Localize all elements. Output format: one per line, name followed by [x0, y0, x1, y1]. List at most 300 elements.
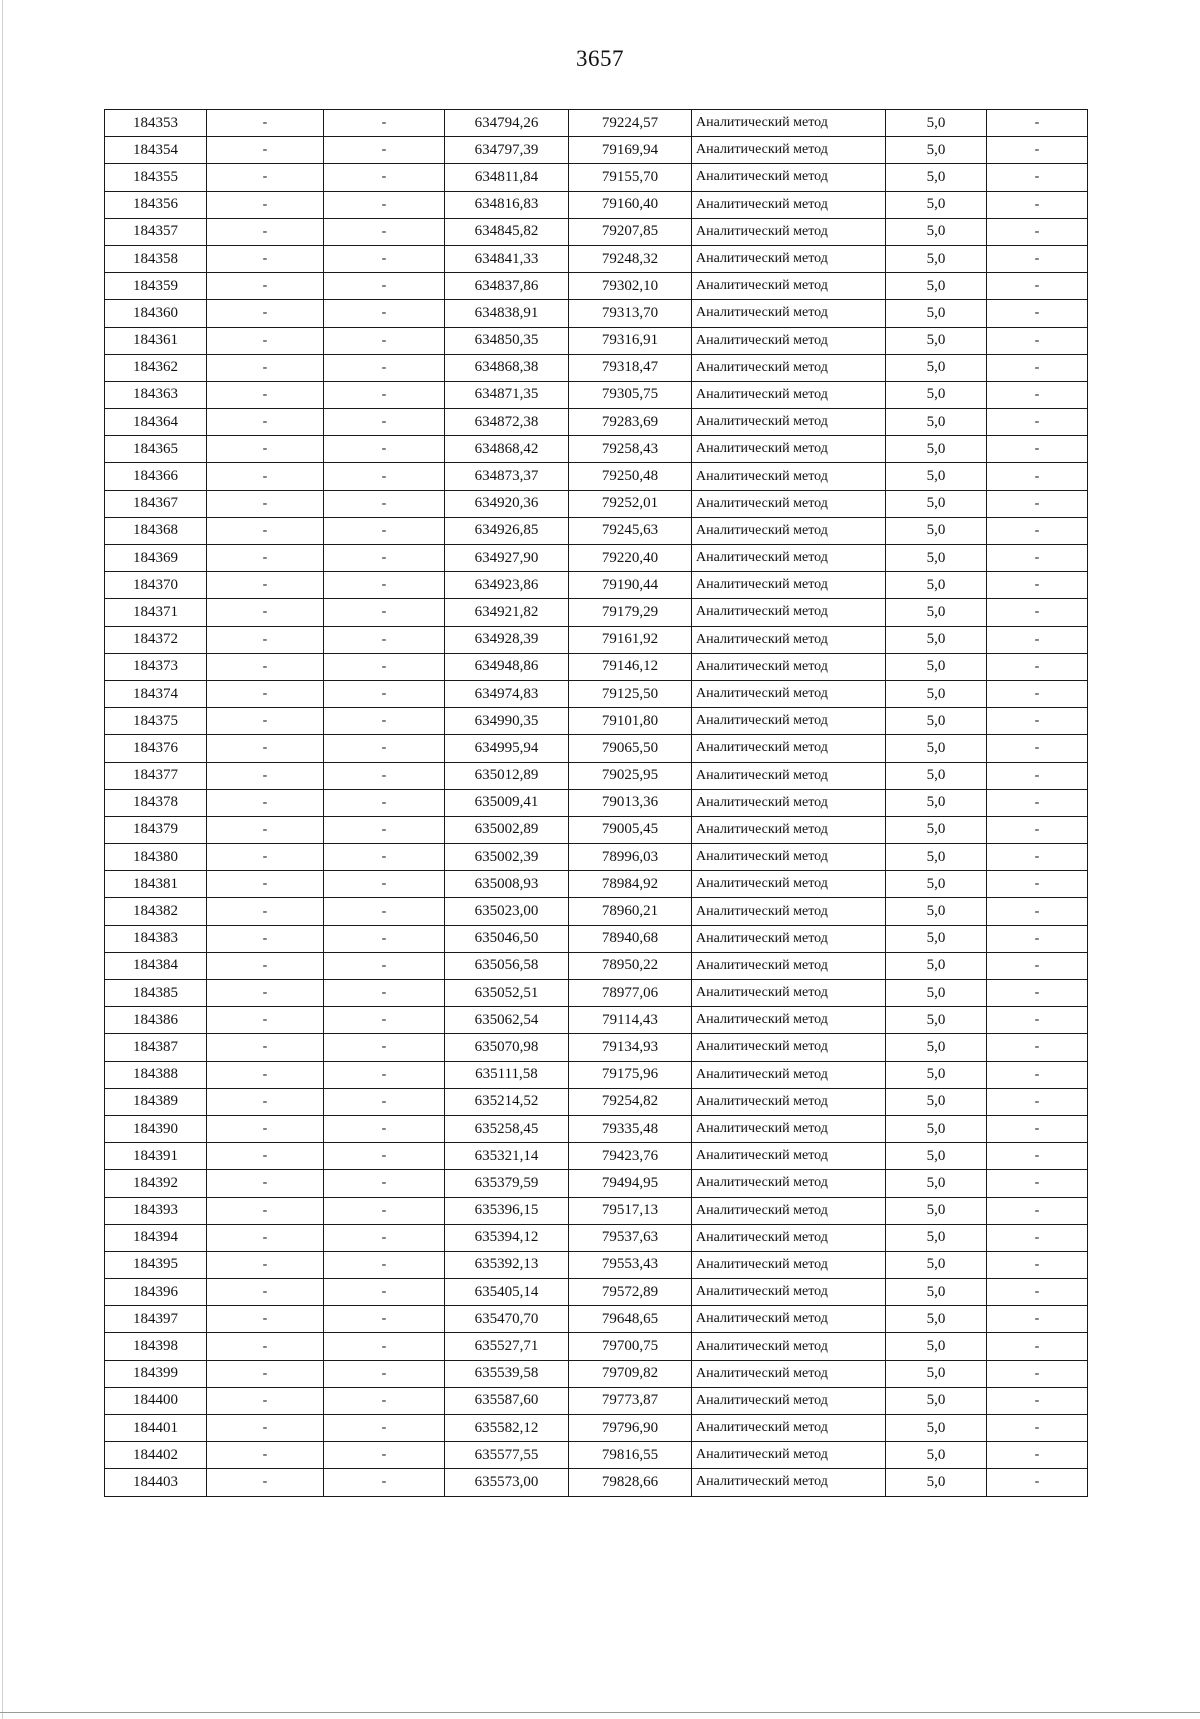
empty-x-cell: - — [207, 1279, 324, 1306]
empty-y-cell: - — [324, 952, 445, 979]
empty-y-cell: - — [324, 1469, 445, 1496]
method-cell: Аналитический метод — [692, 1251, 886, 1278]
point-number-cell: 184363 — [105, 381, 207, 408]
method-cell: Аналитический метод — [692, 245, 886, 272]
y-coordinate-cell: 79220,40 — [569, 545, 692, 572]
empty-x-cell: - — [207, 653, 324, 680]
point-number-cell: 184356 — [105, 191, 207, 218]
accuracy-cell: 5,0 — [886, 1034, 987, 1061]
table-row — [105, 1279, 1088, 1306]
description-cell: - — [987, 1197, 1088, 1224]
y-coordinate-cell: 79101,80 — [569, 708, 692, 735]
table-row — [105, 844, 1088, 871]
description-cell: - — [987, 1115, 1088, 1142]
point-number-cell: 184385 — [105, 980, 207, 1007]
empty-y-cell: - — [324, 137, 445, 164]
table-row — [105, 952, 1088, 979]
description-cell: - — [987, 1469, 1088, 1496]
method-cell: Аналитический метод — [692, 599, 886, 626]
point-number-cell: 184401 — [105, 1415, 207, 1442]
accuracy-cell: 5,0 — [886, 517, 987, 544]
point-number-cell: 184371 — [105, 599, 207, 626]
x-coordinate-cell: 634838,91 — [445, 300, 569, 327]
description-cell: - — [987, 572, 1088, 599]
method-cell: Аналитический метод — [692, 1115, 886, 1142]
x-coordinate-cell: 635008,93 — [445, 871, 569, 898]
table-row — [105, 164, 1088, 191]
empty-y-cell: - — [324, 1061, 445, 1088]
point-number-cell: 184388 — [105, 1061, 207, 1088]
table-row — [105, 1088, 1088, 1115]
accuracy-cell: 5,0 — [886, 1007, 987, 1034]
accuracy-cell: 5,0 — [886, 708, 987, 735]
table-row — [105, 1333, 1088, 1360]
y-coordinate-cell: 79709,82 — [569, 1360, 692, 1387]
y-coordinate-cell: 79302,10 — [569, 273, 692, 300]
empty-y-cell: - — [324, 599, 445, 626]
x-coordinate-cell: 634837,86 — [445, 273, 569, 300]
empty-y-cell: - — [324, 1007, 445, 1034]
description-cell: - — [987, 1251, 1088, 1278]
point-number-cell: 184397 — [105, 1306, 207, 1333]
x-coordinate-cell: 634990,35 — [445, 708, 569, 735]
y-coordinate-cell: 79572,89 — [569, 1279, 692, 1306]
empty-y-cell: - — [324, 381, 445, 408]
method-cell: Аналитический метод — [692, 1143, 886, 1170]
x-coordinate-cell: 634928,39 — [445, 626, 569, 653]
empty-x-cell: - — [207, 1197, 324, 1224]
x-coordinate-cell: 635539,58 — [445, 1360, 569, 1387]
point-number-cell: 184395 — [105, 1251, 207, 1278]
method-cell: Аналитический метод — [692, 1333, 886, 1360]
empty-y-cell: - — [324, 1170, 445, 1197]
empty-y-cell: - — [324, 409, 445, 436]
method-cell: Аналитический метод — [692, 1442, 886, 1469]
method-cell: Аналитический метод — [692, 871, 886, 898]
method-cell: Аналитический метод — [692, 680, 886, 707]
empty-y-cell: - — [324, 218, 445, 245]
empty-x-cell: - — [207, 1143, 324, 1170]
y-coordinate-cell: 79773,87 — [569, 1387, 692, 1414]
empty-y-cell: - — [324, 273, 445, 300]
point-number-cell: 184392 — [105, 1170, 207, 1197]
table-row — [105, 1442, 1088, 1469]
y-coordinate-cell: 79283,69 — [569, 409, 692, 436]
point-number-cell: 184366 — [105, 463, 207, 490]
description-cell: - — [987, 110, 1088, 137]
empty-y-cell: - — [324, 1333, 445, 1360]
y-coordinate-cell: 78940,68 — [569, 925, 692, 952]
x-coordinate-cell: 635009,41 — [445, 789, 569, 816]
empty-x-cell: - — [207, 381, 324, 408]
x-coordinate-cell: 635582,12 — [445, 1415, 569, 1442]
y-coordinate-cell: 79517,13 — [569, 1197, 692, 1224]
table-row — [105, 354, 1088, 381]
y-coordinate-cell: 79316,91 — [569, 327, 692, 354]
point-number-cell: 184355 — [105, 164, 207, 191]
description-cell: - — [987, 354, 1088, 381]
empty-y-cell: - — [324, 300, 445, 327]
point-number-cell: 184400 — [105, 1387, 207, 1414]
x-coordinate-cell: 635056,58 — [445, 952, 569, 979]
method-cell: Аналитический метод — [692, 1387, 886, 1414]
y-coordinate-cell: 78960,21 — [569, 898, 692, 925]
x-coordinate-cell: 634841,33 — [445, 245, 569, 272]
table-row — [105, 1170, 1088, 1197]
empty-y-cell: - — [324, 1115, 445, 1142]
point-number-cell: 184380 — [105, 844, 207, 871]
table-row — [105, 1387, 1088, 1414]
accuracy-cell: 5,0 — [886, 191, 987, 218]
y-coordinate-cell: 79254,82 — [569, 1088, 692, 1115]
accuracy-cell: 5,0 — [886, 762, 987, 789]
empty-x-cell: - — [207, 1115, 324, 1142]
method-cell: Аналитический метод — [692, 137, 886, 164]
y-coordinate-cell: 79245,63 — [569, 517, 692, 544]
page-number: 3657 — [576, 46, 624, 71]
empty-y-cell: - — [324, 980, 445, 1007]
y-coordinate-cell: 79207,85 — [569, 218, 692, 245]
method-cell: Аналитический метод — [692, 708, 886, 735]
empty-x-cell: - — [207, 191, 324, 218]
method-cell: Аналитический метод — [692, 980, 886, 1007]
description-cell: - — [987, 1034, 1088, 1061]
point-number-cell: 184374 — [105, 680, 207, 707]
empty-x-cell: - — [207, 1088, 324, 1115]
empty-x-cell: - — [207, 1224, 324, 1251]
table-row — [105, 1143, 1088, 1170]
point-number-cell: 184357 — [105, 218, 207, 245]
y-coordinate-cell: 78950,22 — [569, 952, 692, 979]
method-cell: Аналитический метод — [692, 1061, 886, 1088]
y-coordinate-cell: 79423,76 — [569, 1143, 692, 1170]
x-coordinate-cell: 634927,90 — [445, 545, 569, 572]
description-cell: - — [987, 490, 1088, 517]
description-cell: - — [987, 137, 1088, 164]
table-row — [105, 789, 1088, 816]
y-coordinate-cell: 79700,75 — [569, 1333, 692, 1360]
accuracy-cell: 5,0 — [886, 1088, 987, 1115]
method-cell: Аналитический метод — [692, 300, 886, 327]
description-cell: - — [987, 545, 1088, 572]
method-cell: Аналитический метод — [692, 1279, 886, 1306]
empty-x-cell: - — [207, 1387, 324, 1414]
method-cell: Аналитический метод — [692, 218, 886, 245]
point-number-cell: 184373 — [105, 653, 207, 680]
y-coordinate-cell: 79013,36 — [569, 789, 692, 816]
accuracy-cell: 5,0 — [886, 245, 987, 272]
description-cell: - — [987, 871, 1088, 898]
x-coordinate-cell: 634872,38 — [445, 409, 569, 436]
empty-x-cell: - — [207, 762, 324, 789]
x-coordinate-cell: 635379,59 — [445, 1170, 569, 1197]
empty-x-cell: - — [207, 789, 324, 816]
x-coordinate-cell: 634811,84 — [445, 164, 569, 191]
empty-x-cell: - — [207, 273, 324, 300]
empty-x-cell: - — [207, 735, 324, 762]
empty-x-cell: - — [207, 708, 324, 735]
description-cell: - — [987, 1088, 1088, 1115]
y-coordinate-cell: 79179,29 — [569, 599, 692, 626]
y-coordinate-cell: 79125,50 — [569, 680, 692, 707]
method-cell: Аналитический метод — [692, 517, 886, 544]
table-row — [105, 1034, 1088, 1061]
method-cell: Аналитический метод — [692, 164, 886, 191]
empty-x-cell: - — [207, 816, 324, 843]
table-row — [105, 708, 1088, 735]
x-coordinate-cell: 634871,35 — [445, 381, 569, 408]
table-row — [105, 545, 1088, 572]
y-coordinate-cell: 79252,01 — [569, 490, 692, 517]
description-cell: - — [987, 1333, 1088, 1360]
x-coordinate-cell: 634845,82 — [445, 218, 569, 245]
method-cell: Аналитический метод — [692, 463, 886, 490]
accuracy-cell: 5,0 — [886, 789, 987, 816]
table-row — [105, 327, 1088, 354]
table-row — [105, 517, 1088, 544]
point-number-cell: 184375 — [105, 708, 207, 735]
y-coordinate-cell: 79318,47 — [569, 354, 692, 381]
table-row — [105, 1251, 1088, 1278]
table-row — [105, 898, 1088, 925]
y-coordinate-cell: 79155,70 — [569, 164, 692, 191]
point-number-cell: 184381 — [105, 871, 207, 898]
empty-x-cell: - — [207, 980, 324, 1007]
description-cell: - — [987, 1306, 1088, 1333]
table-row — [105, 816, 1088, 843]
empty-y-cell: - — [324, 245, 445, 272]
point-number-cell: 184386 — [105, 1007, 207, 1034]
accuracy-cell: 5,0 — [886, 1360, 987, 1387]
point-number-cell: 184360 — [105, 300, 207, 327]
table-row — [105, 463, 1088, 490]
empty-x-cell: - — [207, 599, 324, 626]
accuracy-cell: 5,0 — [886, 1387, 987, 1414]
empty-x-cell: - — [207, 436, 324, 463]
accuracy-cell: 5,0 — [886, 980, 987, 1007]
accuracy-cell: 5,0 — [886, 1224, 987, 1251]
description-cell: - — [987, 327, 1088, 354]
empty-y-cell: - — [324, 1360, 445, 1387]
empty-y-cell: - — [324, 680, 445, 707]
empty-y-cell: - — [324, 1034, 445, 1061]
accuracy-cell: 5,0 — [886, 218, 987, 245]
description-cell: - — [987, 980, 1088, 1007]
accuracy-cell: 5,0 — [886, 1469, 987, 1496]
coordinates-table — [104, 109, 1088, 1497]
method-cell: Аналитический метод — [692, 844, 886, 871]
empty-x-cell: - — [207, 327, 324, 354]
x-coordinate-cell: 635214,52 — [445, 1088, 569, 1115]
description-cell: - — [987, 273, 1088, 300]
empty-x-cell: - — [207, 218, 324, 245]
y-coordinate-cell: 79305,75 — [569, 381, 692, 408]
empty-y-cell: - — [324, 1088, 445, 1115]
accuracy-cell: 5,0 — [886, 871, 987, 898]
empty-x-cell: - — [207, 1034, 324, 1061]
x-coordinate-cell: 634923,86 — [445, 572, 569, 599]
accuracy-cell: 5,0 — [886, 735, 987, 762]
point-number-cell: 184382 — [105, 898, 207, 925]
y-coordinate-cell: 79169,94 — [569, 137, 692, 164]
table-row — [105, 1360, 1088, 1387]
point-number-cell: 184353 — [105, 110, 207, 137]
empty-y-cell: - — [324, 626, 445, 653]
x-coordinate-cell: 635394,12 — [445, 1224, 569, 1251]
table-body — [105, 110, 1088, 1497]
point-number-cell: 184399 — [105, 1360, 207, 1387]
method-cell: Аналитический метод — [692, 273, 886, 300]
x-coordinate-cell: 634794,26 — [445, 110, 569, 137]
point-number-cell: 184391 — [105, 1143, 207, 1170]
x-coordinate-cell: 634921,82 — [445, 599, 569, 626]
empty-y-cell: - — [324, 1387, 445, 1414]
x-coordinate-cell: 635012,89 — [445, 762, 569, 789]
y-coordinate-cell: 79335,48 — [569, 1115, 692, 1142]
y-coordinate-cell: 79494,95 — [569, 1170, 692, 1197]
accuracy-cell: 5,0 — [886, 898, 987, 925]
method-cell: Аналитический метод — [692, 762, 886, 789]
table-row — [105, 1007, 1088, 1034]
accuracy-cell: 5,0 — [886, 1143, 987, 1170]
description-cell: - — [987, 245, 1088, 272]
y-coordinate-cell: 79537,63 — [569, 1224, 692, 1251]
scan-bottom-edge — [0, 1712, 1200, 1713]
accuracy-cell: 5,0 — [886, 490, 987, 517]
empty-x-cell: - — [207, 1469, 324, 1496]
method-cell: Аналитический метод — [692, 327, 886, 354]
empty-x-cell: - — [207, 517, 324, 544]
empty-x-cell: - — [207, 844, 324, 871]
point-number-cell: 184396 — [105, 1279, 207, 1306]
y-coordinate-cell: 79146,12 — [569, 653, 692, 680]
accuracy-cell: 5,0 — [886, 545, 987, 572]
description-cell: - — [987, 463, 1088, 490]
description-cell: - — [987, 164, 1088, 191]
scan-left-edge — [2, 0, 3, 1719]
y-coordinate-cell: 78984,92 — [569, 871, 692, 898]
y-coordinate-cell: 79134,93 — [569, 1034, 692, 1061]
method-cell: Аналитический метод — [692, 925, 886, 952]
accuracy-cell: 5,0 — [886, 110, 987, 137]
point-number-cell: 184361 — [105, 327, 207, 354]
accuracy-cell: 5,0 — [886, 436, 987, 463]
method-cell: Аналитический метод — [692, 952, 886, 979]
point-number-cell: 184368 — [105, 517, 207, 544]
method-cell: Аналитический метод — [692, 381, 886, 408]
table-row — [105, 1197, 1088, 1224]
table-row — [105, 1469, 1088, 1496]
empty-x-cell: - — [207, 409, 324, 436]
method-cell: Аналитический метод — [692, 1469, 886, 1496]
point-number-cell: 184403 — [105, 1469, 207, 1496]
table-row — [105, 1306, 1088, 1333]
table-row — [105, 599, 1088, 626]
method-cell: Аналитический метод — [692, 1224, 886, 1251]
y-coordinate-cell: 79161,92 — [569, 626, 692, 653]
empty-x-cell: - — [207, 300, 324, 327]
method-cell: Аналитический метод — [692, 191, 886, 218]
x-coordinate-cell: 634850,35 — [445, 327, 569, 354]
table-row — [105, 653, 1088, 680]
method-cell: Аналитический метод — [692, 1088, 886, 1115]
empty-x-cell: - — [207, 110, 324, 137]
empty-x-cell: - — [207, 1415, 324, 1442]
method-cell: Аналитический метод — [692, 1007, 886, 1034]
empty-x-cell: - — [207, 1306, 324, 1333]
empty-y-cell: - — [324, 545, 445, 572]
empty-y-cell: - — [324, 463, 445, 490]
empty-y-cell: - — [324, 490, 445, 517]
x-coordinate-cell: 634873,37 — [445, 463, 569, 490]
table-row — [105, 137, 1088, 164]
x-coordinate-cell: 635470,70 — [445, 1306, 569, 1333]
point-number-cell: 184354 — [105, 137, 207, 164]
empty-y-cell: - — [324, 436, 445, 463]
y-coordinate-cell: 79796,90 — [569, 1415, 692, 1442]
accuracy-cell: 5,0 — [886, 327, 987, 354]
empty-y-cell: - — [324, 572, 445, 599]
accuracy-cell: 5,0 — [886, 164, 987, 191]
method-cell: Аналитический метод — [692, 436, 886, 463]
y-coordinate-cell: 79648,65 — [569, 1306, 692, 1333]
method-cell: Аналитический метод — [692, 110, 886, 137]
empty-x-cell: - — [207, 1442, 324, 1469]
x-coordinate-cell: 635405,14 — [445, 1279, 569, 1306]
x-coordinate-cell: 635046,50 — [445, 925, 569, 952]
table-row — [105, 980, 1088, 1007]
table-row — [105, 300, 1088, 327]
y-coordinate-cell: 79065,50 — [569, 735, 692, 762]
description-cell: - — [987, 218, 1088, 245]
description-cell: - — [987, 708, 1088, 735]
x-coordinate-cell: 635258,45 — [445, 1115, 569, 1142]
empty-y-cell: - — [324, 653, 445, 680]
empty-y-cell: - — [324, 1224, 445, 1251]
x-coordinate-cell: 634926,85 — [445, 517, 569, 544]
method-cell: Аналитический метод — [692, 1170, 886, 1197]
description-cell: - — [987, 1360, 1088, 1387]
empty-y-cell: - — [324, 517, 445, 544]
description-cell: - — [987, 1279, 1088, 1306]
point-number-cell: 184372 — [105, 626, 207, 653]
description-cell: - — [987, 300, 1088, 327]
accuracy-cell: 5,0 — [886, 1442, 987, 1469]
accuracy-cell: 5,0 — [886, 1197, 987, 1224]
x-coordinate-cell: 635023,00 — [445, 898, 569, 925]
y-coordinate-cell: 79160,40 — [569, 191, 692, 218]
x-coordinate-cell: 635321,14 — [445, 1143, 569, 1170]
description-cell: - — [987, 925, 1088, 952]
y-coordinate-cell: 79258,43 — [569, 436, 692, 463]
point-number-cell: 184367 — [105, 490, 207, 517]
point-number-cell: 184402 — [105, 1442, 207, 1469]
description-cell: - — [987, 1061, 1088, 1088]
point-number-cell: 184377 — [105, 762, 207, 789]
table-row — [105, 218, 1088, 245]
point-number-cell: 184389 — [105, 1088, 207, 1115]
method-cell: Аналитический метод — [692, 572, 886, 599]
y-coordinate-cell: 79553,43 — [569, 1251, 692, 1278]
y-coordinate-cell: 78996,03 — [569, 844, 692, 871]
accuracy-cell: 5,0 — [886, 653, 987, 680]
point-number-cell: 184364 — [105, 409, 207, 436]
x-coordinate-cell: 634995,94 — [445, 735, 569, 762]
point-number-cell: 184394 — [105, 1224, 207, 1251]
method-cell: Аналитический метод — [692, 1306, 886, 1333]
empty-x-cell: - — [207, 164, 324, 191]
description-cell: - — [987, 599, 1088, 626]
